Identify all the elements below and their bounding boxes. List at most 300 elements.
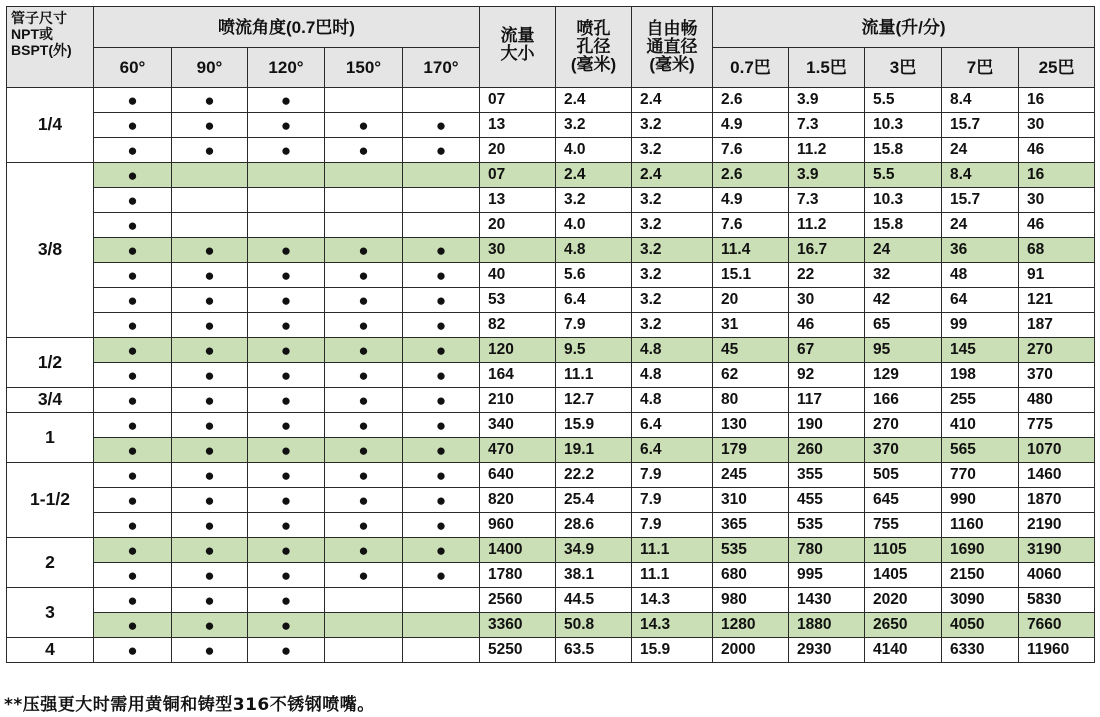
table-row — [7, 88, 1095, 113]
angle-cell — [248, 163, 325, 188]
flow-cell: 410 — [942, 413, 1019, 438]
table-body — [7, 88, 1095, 663]
orifice-cell: 3.2 — [556, 113, 632, 138]
flow-cell: 11.2 — [789, 138, 865, 163]
angle-cell: ● — [94, 313, 172, 338]
angle-cell: ● — [325, 313, 403, 338]
orifice-diameter-header: 喷孔 孔径 (毫米) — [556, 7, 632, 88]
flow-cell: 1105 — [865, 538, 942, 563]
angle-cell: ● — [248, 438, 325, 463]
angle-cell: ● — [172, 313, 248, 338]
pipe-size-cell: 1 — [7, 413, 94, 463]
flow-cell: 22 — [789, 263, 865, 288]
angle-cell — [325, 638, 403, 663]
passage-cell: 3.2 — [632, 113, 713, 138]
flow-cell: 355 — [789, 463, 865, 488]
angle-cell: ● — [248, 113, 325, 138]
flow-cell: 7.6 — [713, 213, 789, 238]
angle-cell: ● — [172, 438, 248, 463]
angle-cell: ● — [248, 588, 325, 613]
capacity-size-cell: 2560 — [480, 588, 556, 613]
flow-cell: 190 — [789, 413, 865, 438]
angle-cell: ● — [403, 488, 480, 513]
capacity-size-cell: 13 — [480, 188, 556, 213]
flow-cell: 6330 — [942, 638, 1019, 663]
flow-cell: 1160 — [942, 513, 1019, 538]
orifice-cell: 6.4 — [556, 288, 632, 313]
angle-cell: ● — [94, 563, 172, 588]
angle-cell: ● — [172, 263, 248, 288]
flow-cell: 15.7 — [942, 188, 1019, 213]
spray-angle-header: 喷流角度(0.7巴时) — [94, 7, 480, 48]
flow-cell: 535 — [713, 538, 789, 563]
angle-cell: ● — [403, 438, 480, 463]
flow-cell: 1280 — [713, 613, 789, 638]
flow-cell: 2150 — [942, 563, 1019, 588]
angle-cell: ● — [172, 338, 248, 363]
passage-cell: 3.2 — [632, 238, 713, 263]
angle-cell — [403, 163, 480, 188]
angle-cell: ● — [403, 363, 480, 388]
flow-cell: 99 — [942, 313, 1019, 338]
angle-cell: ● — [172, 513, 248, 538]
flow-cell: 8.4 — [942, 88, 1019, 113]
angle-cell: ● — [325, 138, 403, 163]
capacity-size-header: 流量 大小 — [480, 7, 556, 88]
angle-cell: ● — [403, 288, 480, 313]
passage-cell: 6.4 — [632, 413, 713, 438]
flow-cell: 2020 — [865, 588, 942, 613]
flow-cell: 64 — [942, 288, 1019, 313]
pipe-size-cell: 4 — [7, 638, 94, 663]
flow-cell: 770 — [942, 463, 1019, 488]
flow-cell: 3.9 — [789, 88, 865, 113]
orifice-cell: 34.9 — [556, 538, 632, 563]
angle-cell — [403, 638, 480, 663]
angle-cell: ● — [94, 613, 172, 638]
orifice-cell: 28.6 — [556, 513, 632, 538]
passage-cell: 3.2 — [632, 313, 713, 338]
passage-cell: 7.9 — [632, 513, 713, 538]
orifice-cell: 4.0 — [556, 138, 632, 163]
flow-cell: 20 — [713, 288, 789, 313]
capacity-size-cell: 210 — [480, 388, 556, 413]
passage-cell: 3.2 — [632, 138, 713, 163]
angle-cell: ● — [403, 138, 480, 163]
angle-cell: ● — [248, 413, 325, 438]
table-row — [7, 413, 1095, 438]
angle-cell: ● — [94, 113, 172, 138]
angle-header-170: 170° — [403, 48, 480, 88]
angle-cell: ● — [172, 88, 248, 113]
table-row — [7, 638, 1095, 663]
table-row — [7, 113, 1095, 138]
flow-cell: 3190 — [1019, 538, 1095, 563]
angle-cell: ● — [248, 363, 325, 388]
flow-cell: 16.7 — [789, 238, 865, 263]
capacity-size-cell: 20 — [480, 138, 556, 163]
table-row — [7, 463, 1095, 488]
flow-cell: 7.3 — [789, 188, 865, 213]
flow-cell: 980 — [713, 588, 789, 613]
angle-cell — [403, 213, 480, 238]
flow-cell: 42 — [865, 288, 942, 313]
capacity-size-cell: 960 — [480, 513, 556, 538]
flow-cell: 198 — [942, 363, 1019, 388]
table-row — [7, 138, 1095, 163]
angle-cell: ● — [172, 288, 248, 313]
flow-cell: 24 — [942, 138, 1019, 163]
angle-header-120: 120° — [248, 48, 325, 88]
table-row — [7, 288, 1095, 313]
capacity-size-cell: 340 — [480, 413, 556, 438]
capacity-size-cell: 53 — [480, 288, 556, 313]
flow-cell: 5.5 — [865, 88, 942, 113]
capacity-size-cell: 82 — [480, 313, 556, 338]
angle-cell: ● — [248, 263, 325, 288]
flow-cell: 2.6 — [713, 163, 789, 188]
flow-cell: 310 — [713, 488, 789, 513]
angle-cell: ● — [403, 263, 480, 288]
flow-cell: 45 — [713, 338, 789, 363]
flow-cell: 62 — [713, 363, 789, 388]
flow-cell: 2.6 — [713, 88, 789, 113]
flow-cell: 4140 — [865, 638, 942, 663]
flow-cell: 121 — [1019, 288, 1095, 313]
flow-cell: 1405 — [865, 563, 942, 588]
flow-cell: 990 — [942, 488, 1019, 513]
flow-cell: 4.9 — [713, 113, 789, 138]
orifice-cell: 4.8 — [556, 238, 632, 263]
angle-cell: ● — [172, 563, 248, 588]
flow-cell: 68 — [1019, 238, 1095, 263]
angle-cell: ● — [172, 463, 248, 488]
flow-cell: 2930 — [789, 638, 865, 663]
angle-cell: ● — [94, 88, 172, 113]
flow-cell: 65 — [865, 313, 942, 338]
orifice-cell: 50.8 — [556, 613, 632, 638]
angle-cell: ● — [94, 188, 172, 213]
flow-cell: 505 — [865, 463, 942, 488]
angle-cell: ● — [325, 338, 403, 363]
capacity-size-cell: 5250 — [480, 638, 556, 663]
flow-cell: 455 — [789, 488, 865, 513]
angle-cell: ● — [325, 438, 403, 463]
flow-cell: 10.3 — [865, 113, 942, 138]
angle-cell: ● — [325, 238, 403, 263]
passage-cell: 14.3 — [632, 613, 713, 638]
pressure-header-7: 7巴 — [942, 48, 1019, 88]
orifice-cell: 25.4 — [556, 488, 632, 513]
capacity-size-cell: 07 — [480, 163, 556, 188]
passage-cell: 11.1 — [632, 538, 713, 563]
angle-cell — [248, 188, 325, 213]
flow-cell: 16 — [1019, 163, 1095, 188]
passage-cell: 2.4 — [632, 163, 713, 188]
table-row — [7, 438, 1095, 463]
flow-cell: 370 — [1019, 363, 1095, 388]
angle-cell — [325, 163, 403, 188]
capacity-size-cell: 20 — [480, 213, 556, 238]
angle-cell: ● — [94, 288, 172, 313]
capacity-size-cell: 120 — [480, 338, 556, 363]
angle-cell — [325, 613, 403, 638]
table-row — [7, 563, 1095, 588]
angle-cell: ● — [248, 513, 325, 538]
table-header — [7, 7, 1095, 88]
passage-cell: 3.2 — [632, 188, 713, 213]
angle-cell — [403, 588, 480, 613]
angle-cell: ● — [172, 113, 248, 138]
flow-cell: 1870 — [1019, 488, 1095, 513]
flow-cell: 187 — [1019, 313, 1095, 338]
flow-cell: 260 — [789, 438, 865, 463]
angle-cell: ● — [325, 463, 403, 488]
angle-cell: ● — [172, 388, 248, 413]
angle-cell: ● — [403, 538, 480, 563]
capacity-size-cell: 13 — [480, 113, 556, 138]
angle-cell: ● — [403, 513, 480, 538]
pipe-size-cell: 2 — [7, 538, 94, 588]
angle-cell: ● — [94, 513, 172, 538]
angle-cell: ● — [325, 363, 403, 388]
angle-header-150: 150° — [325, 48, 403, 88]
capacity-size-cell: 40 — [480, 263, 556, 288]
orifice-cell: 4.0 — [556, 213, 632, 238]
capacity-size-cell: 30 — [480, 238, 556, 263]
flow-cell: 680 — [713, 563, 789, 588]
flow-cell: 270 — [1019, 338, 1095, 363]
angle-cell: ● — [403, 563, 480, 588]
angle-cell — [325, 188, 403, 213]
flow-cell: 1690 — [942, 538, 1019, 563]
flow-cell: 15.1 — [713, 263, 789, 288]
angle-cell: ● — [403, 313, 480, 338]
capacity-size-cell: 07 — [480, 88, 556, 113]
orifice-cell: 2.4 — [556, 163, 632, 188]
table-row — [7, 538, 1095, 563]
angle-cell: ● — [325, 413, 403, 438]
flow-cell: 145 — [942, 338, 1019, 363]
orifice-cell: 38.1 — [556, 563, 632, 588]
angle-cell: ● — [172, 363, 248, 388]
angle-cell: ● — [94, 388, 172, 413]
flow-cell: 95 — [865, 338, 942, 363]
flow-cell: 535 — [789, 513, 865, 538]
angle-cell — [403, 88, 480, 113]
angle-cell — [172, 163, 248, 188]
table-row — [7, 313, 1095, 338]
angle-cell: ● — [248, 638, 325, 663]
passage-cell: 11.1 — [632, 563, 713, 588]
angle-cell: ● — [94, 263, 172, 288]
flow-cell: 80 — [713, 388, 789, 413]
angle-cell — [172, 188, 248, 213]
pipe-size-cell: 1-1/2 — [7, 463, 94, 538]
orifice-cell: 19.1 — [556, 438, 632, 463]
table-row — [7, 338, 1095, 363]
pressure-header-0-7: 0.7巴 — [713, 48, 789, 88]
flow-cell: 1070 — [1019, 438, 1095, 463]
capacity-size-cell: 640 — [480, 463, 556, 488]
angle-cell — [325, 88, 403, 113]
pipe-size-cell: 3/8 — [7, 163, 94, 338]
angle-cell: ● — [403, 388, 480, 413]
flow-cell: 11960 — [1019, 638, 1095, 663]
angle-cell — [325, 213, 403, 238]
flow-cell: 15.8 — [865, 213, 942, 238]
flow-cell: 1430 — [789, 588, 865, 613]
flow-cell: 10.3 — [865, 188, 942, 213]
pipe-size-cell: 1/2 — [7, 338, 94, 388]
flow-cell: 166 — [865, 388, 942, 413]
angle-cell: ● — [325, 263, 403, 288]
flow-cell: 117 — [789, 388, 865, 413]
flow-cell: 11.4 — [713, 238, 789, 263]
flow-cell: 67 — [789, 338, 865, 363]
table-row — [7, 263, 1095, 288]
angle-header-60: 60° — [94, 48, 172, 88]
flow-cell: 1880 — [789, 613, 865, 638]
flow-cell: 16 — [1019, 88, 1095, 113]
angle-cell: ● — [94, 463, 172, 488]
nozzle-spec-table — [6, 6, 1095, 663]
angle-cell: ● — [94, 488, 172, 513]
angle-cell: ● — [172, 138, 248, 163]
passage-cell: 15.9 — [632, 638, 713, 663]
flow-cell: 36 — [942, 238, 1019, 263]
flow-cell: 129 — [865, 363, 942, 388]
flow-cell: 480 — [1019, 388, 1095, 413]
orifice-cell: 9.5 — [556, 338, 632, 363]
passage-cell: 6.4 — [632, 438, 713, 463]
angle-cell: ● — [248, 463, 325, 488]
passage-cell: 7.9 — [632, 488, 713, 513]
angle-cell — [172, 213, 248, 238]
table-row — [7, 213, 1095, 238]
table-row — [7, 163, 1095, 188]
flow-cell: 30 — [1019, 188, 1095, 213]
angle-cell: ● — [248, 538, 325, 563]
flow-cell: 130 — [713, 413, 789, 438]
capacity-size-cell: 470 — [480, 438, 556, 463]
table-row — [7, 188, 1095, 213]
angle-cell — [325, 588, 403, 613]
capacity-size-cell: 3360 — [480, 613, 556, 638]
angle-cell: ● — [403, 463, 480, 488]
flow-cell: 24 — [942, 213, 1019, 238]
angle-cell: ● — [248, 613, 325, 638]
flow-cell: 24 — [865, 238, 942, 263]
flow-cell: 370 — [865, 438, 942, 463]
pressure-header-1-5: 1.5巴 — [789, 48, 865, 88]
angle-cell: ● — [172, 588, 248, 613]
flow-cell: 1460 — [1019, 463, 1095, 488]
pipe-size-cell: 1/4 — [7, 88, 94, 163]
angle-cell — [248, 213, 325, 238]
passage-cell: 14.3 — [632, 588, 713, 613]
angle-cell: ● — [94, 413, 172, 438]
passage-cell: 7.9 — [632, 463, 713, 488]
passage-cell: 3.2 — [632, 263, 713, 288]
angle-cell: ● — [248, 313, 325, 338]
flow-cell: 15.7 — [942, 113, 1019, 138]
passage-cell: 4.8 — [632, 363, 713, 388]
flow-cell: 4060 — [1019, 563, 1095, 588]
angle-cell: ● — [172, 613, 248, 638]
angle-cell: ● — [403, 338, 480, 363]
angle-cell: ● — [248, 338, 325, 363]
flow-cell: 7660 — [1019, 613, 1095, 638]
angle-cell: ● — [403, 413, 480, 438]
flow-rate-header: 流量(升/分) — [713, 7, 1095, 48]
angle-cell: ● — [94, 213, 172, 238]
angle-cell: ● — [325, 288, 403, 313]
angle-cell: ● — [94, 588, 172, 613]
capacity-size-cell: 1400 — [480, 538, 556, 563]
flow-cell: 30 — [789, 288, 865, 313]
angle-cell: ● — [248, 238, 325, 263]
flow-cell: 48 — [942, 263, 1019, 288]
table-row — [7, 513, 1095, 538]
orifice-cell: 22.2 — [556, 463, 632, 488]
angle-cell: ● — [94, 363, 172, 388]
angle-cell: ● — [94, 438, 172, 463]
flow-cell: 365 — [713, 513, 789, 538]
footnote: **压强更大时需用黄铜和铸型316不锈钢喷嘴。 — [4, 695, 375, 715]
flow-cell: 15.8 — [865, 138, 942, 163]
angle-cell: ● — [248, 488, 325, 513]
flow-cell: 270 — [865, 413, 942, 438]
flow-cell: 11.2 — [789, 213, 865, 238]
angle-cell: ● — [325, 388, 403, 413]
flow-cell: 179 — [713, 438, 789, 463]
flow-cell: 46 — [1019, 138, 1095, 163]
flow-cell: 755 — [865, 513, 942, 538]
flow-cell: 46 — [789, 313, 865, 338]
flow-cell: 645 — [865, 488, 942, 513]
angle-cell: ● — [94, 538, 172, 563]
passage-cell: 2.4 — [632, 88, 713, 113]
table-row — [7, 363, 1095, 388]
table-row — [7, 613, 1095, 638]
flow-cell: 7.6 — [713, 138, 789, 163]
flow-cell: 91 — [1019, 263, 1095, 288]
angle-cell: ● — [94, 338, 172, 363]
angle-cell: ● — [403, 238, 480, 263]
angle-cell: ● — [248, 88, 325, 113]
flow-cell: 2000 — [713, 638, 789, 663]
flow-cell: 2190 — [1019, 513, 1095, 538]
orifice-cell: 44.5 — [556, 588, 632, 613]
angle-cell: ● — [325, 538, 403, 563]
angle-cell: ● — [325, 513, 403, 538]
flow-cell: 46 — [1019, 213, 1095, 238]
free-passage-header: 自由畅 通直径 (毫米) — [632, 7, 713, 88]
angle-cell: ● — [248, 138, 325, 163]
pressure-header-25: 25巴 — [1019, 48, 1095, 88]
flow-cell: 5830 — [1019, 588, 1095, 613]
flow-cell: 775 — [1019, 413, 1095, 438]
angle-cell: ● — [94, 638, 172, 663]
flow-cell: 780 — [789, 538, 865, 563]
capacity-size-cell: 820 — [480, 488, 556, 513]
orifice-cell: 3.2 — [556, 188, 632, 213]
table-row — [7, 588, 1095, 613]
orifice-cell: 7.9 — [556, 313, 632, 338]
angle-cell: ● — [172, 413, 248, 438]
flow-cell: 995 — [789, 563, 865, 588]
